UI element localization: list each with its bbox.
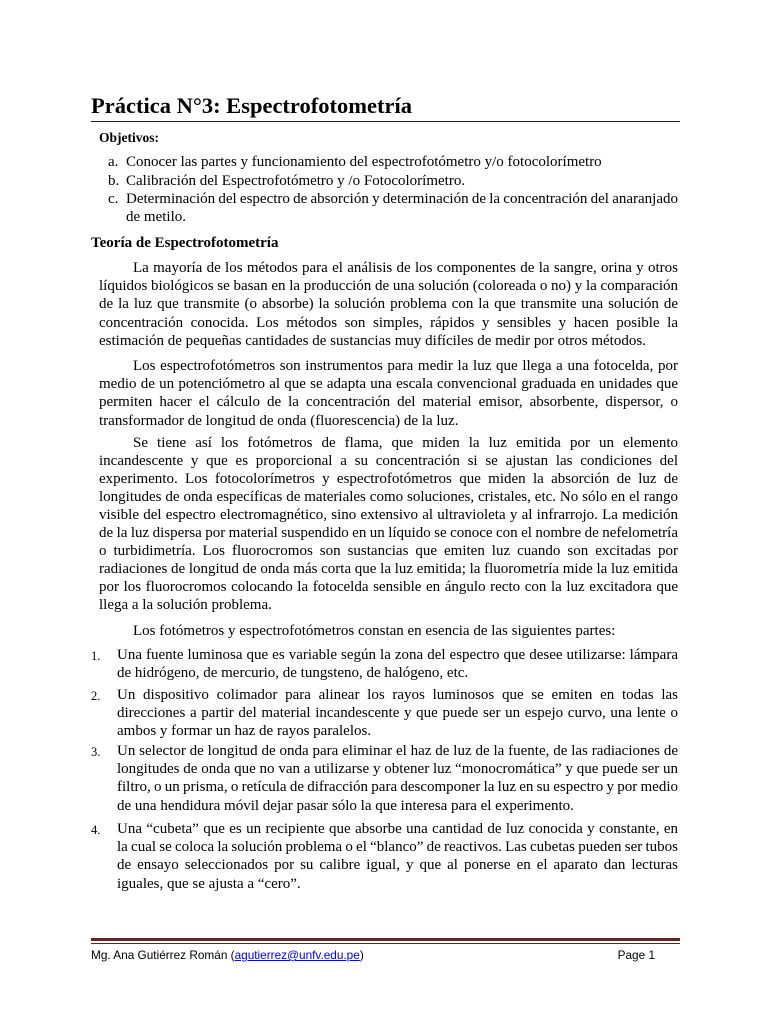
text-line: la cual se coloca la solución problema o el “blanco” de reactivos. Las cubetas pueden ser tubos [117, 839, 678, 856]
text-line: Una “cubeta” que es un recipiente que absorbe una cantidad de luz conocida y constante, en [117, 821, 678, 837]
text-line: direcciones a partir del material incandescente y que puede ser un espejo curvo, una lente o [117, 705, 678, 722]
text-line: permiten hacer el cálculo de la concentración del material emisor, absorbente, dispersor, o [99, 394, 678, 411]
objective-text [126, 190, 678, 226]
part-item [91, 686, 678, 741]
list-number: 3. [91, 745, 101, 759]
body-paragraph [99, 259, 678, 350]
text-line: experimento. Los fotocolorímetros y espectrofotómetros que miden la absorción de luz de [99, 471, 678, 487]
text-line: filtro, o un prisma, o retícula de difracción para descomponer la luz en su espectro y por medio [117, 779, 678, 796]
body-paragraph [99, 622, 678, 640]
text-line: medio de un potenciómetro al que se adapta una escala convencional graduada en unidades que [99, 376, 678, 393]
list-number: 4. [91, 823, 101, 837]
author-email-link[interactable]: agutierrez@unfv.edu.pe [234, 948, 360, 962]
text-line: de metilo. [126, 209, 186, 226]
text-line: transformador de longitud de onda (fluorescencia) de la luz. [99, 412, 459, 429]
footer-author: Mg. Ana Gutiérrez Román ( [91, 948, 235, 962]
part-item [91, 646, 678, 682]
objective-item [108, 190, 678, 226]
text-line: radiaciones de longitud de onda más corta que la luz emitida; la fluorometría mide la luz emitida [99, 561, 678, 577]
text-line: Una fuente luminosa que es variable según la zona del espectro que desee utilizarse: lámpara [117, 647, 678, 663]
list-number: 2. [91, 689, 101, 703]
text-line: de la luz dispersa por material suspendido en un líquido se conoce con el nombre de nefelometría [99, 525, 678, 541]
text-line: Un selector de longitud de onda para eliminar el haz de luz de la fuente, de las radiaciones de [117, 743, 678, 759]
objective-item [108, 172, 678, 190]
text-line: de la luz que transmite (o absorbe) la solución problema con la que transmite una solución de [99, 296, 678, 313]
text-line: incandescente y que es proporcional a su concentración si se ajustan las condiciones del [99, 453, 678, 469]
text-line: por los fluorocromos colocando la fotocelda sensible en ángulo recto con la luz excitadora que [99, 579, 678, 595]
text-line: Calibración del Espectrofotómetro y /o Fotocolorímetro. [126, 173, 466, 189]
text-line: La mayoría de los métodos para el análisis de los componentes de la sangre, orina y otros [133, 260, 678, 276]
footer-rule-thick [91, 938, 680, 941]
list-marker: a. [108, 154, 119, 170]
text-line: Determinación del espectro de absorción y determinación de la concentración del anaranjado [126, 191, 678, 207]
text-line: Los fotómetros y espectrofotómetros constan en esencia de las siguientes partes: [133, 623, 616, 639]
part-text [117, 820, 678, 893]
objective-text [126, 172, 678, 190]
body-paragraph [99, 357, 678, 430]
text-line: o turbidimetría. Los fluorocromos son sustancias que emiten luz cuando son excitadas por [99, 543, 678, 559]
part-text [117, 686, 678, 741]
footer-author-suffix: ) [359, 948, 364, 962]
page-number: Page 1 [617, 948, 655, 962]
title-underline [91, 121, 680, 122]
text-line: ambos y formar un haz de rayos paralelos. [117, 723, 372, 740]
page-title: Práctica N°3: Espectrofotometría [91, 93, 412, 118]
text-line: líquidos biológicos se basan en la producción de una solución (coloreada o no) y la comparación [99, 278, 678, 295]
page-footer [91, 948, 364, 962]
text-line: de una hendidura móvil dejar pasar sólo la que interesa para el experimento. [117, 797, 574, 814]
list-number: 1. [91, 649, 101, 663]
text-line: Los espectrofotómetros son instrumentos para medir la luz que llega a una fotocelda, por [133, 358, 678, 374]
objective-text [126, 153, 678, 171]
part-item [91, 820, 678, 893]
objective-item [108, 153, 678, 171]
part-text [117, 646, 678, 682]
text-line: llega a la solución problema. [99, 597, 272, 613]
footer-rule-thin [91, 943, 680, 944]
list-marker: b. [108, 173, 120, 189]
theory-heading: Teoría de Espectrofotometría [91, 235, 279, 251]
text-line: Se tiene así los fotómetros de flama, que miden la luz emitida por un elemento [133, 435, 678, 451]
text-line: concentración conocida. Los métodos son simples, rápidos y sensibles y hacen posible la [99, 314, 678, 331]
text-line: Un dispositivo colimador para alinear los rayos luminosos que se emiten en todas las [117, 687, 678, 703]
part-text [117, 742, 678, 815]
text-line: estimación de pequeñas cantidades de sustancias muy difíciles de medir por otros métodos. [99, 332, 646, 349]
text-line: longitudes de onda específicas de materiales como soluciones, cristales, etc. No sólo en el rango [99, 489, 678, 505]
text-line: de hidrógeno, de mercurio, de tungsteno, de halógeno, etc. [117, 665, 469, 682]
text-line: visible del espectro electromagnético, sino extensivo al ultravioleta y al infrarrojo. La medición [99, 507, 678, 523]
body-paragraph [99, 434, 678, 614]
text-line: Conocer las partes y funcionamiento del espectrofotómetro y/o fotocolorímetro [126, 154, 602, 170]
objectives-heading: Objetivos: [99, 130, 159, 145]
text-line: longitudes de onda que no van a utilizarse y obtener luz “monocromática” y que puede ser un [117, 761, 678, 778]
part-item [91, 742, 678, 815]
text-line: iguales, que se ajusta a “cero”. [117, 875, 301, 892]
text-line: de ensayo seleccionados por su calibre igual, y que al ponerse en el aparato dan lecturas [117, 857, 678, 874]
list-marker: c. [108, 191, 119, 207]
